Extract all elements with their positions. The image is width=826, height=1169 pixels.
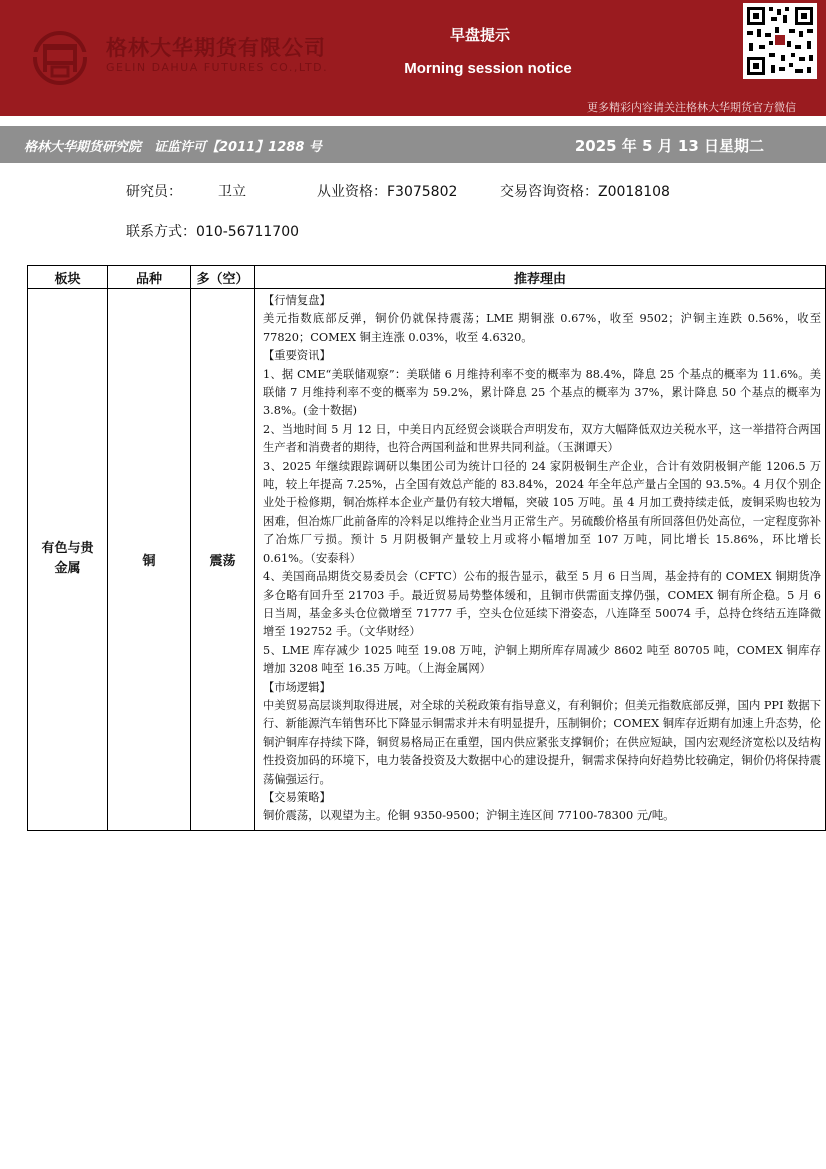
report-title-cn: 早盘提示 [449, 26, 510, 44]
table-row [28, 289, 826, 831]
section-paragraph: 1、据 CME“美联储观察”：美联储 6 月维持利率不变的概率为 88.4%，降息 25 个基点的概率为 11.6%。美联储 7 月维持利率不变的概率为 59.2%，累计降息 25 个基点的概率为 37%，累计降息 50 个基点的概率为 3.8%。(金十数据) [263, 367, 821, 418]
follow-wechat-note: 更多精彩内容请关注格林大华期货官方微信 [587, 101, 796, 114]
section-heading: 【重要资讯】 [263, 349, 331, 363]
researcher-label: 研究员： [126, 184, 182, 200]
cell-product: 铜 [108, 289, 191, 831]
cell-direction: 震荡 [191, 289, 255, 831]
qr-code-icon [743, 3, 817, 79]
cell-reason [255, 289, 826, 831]
section-paragraph: 美元指数底部反弹，铜价仍就保持震荡；LME 期铜涨 0.67%，收至 9502；沪铜主连跌 0.56%，收至 77820；COMEX 铜主连涨 0.03%，收至 4.6320。 [263, 312, 821, 344]
sector-text: 有色与贵金属 [41, 541, 94, 577]
company-name-en: GELIN DAHUA FUTURES CO.,LTD. [106, 61, 329, 74]
cell-sector [28, 289, 108, 831]
section-heading: 【交易策略】 [263, 790, 331, 804]
section-paragraph: 中美贸易高层谈判取得进展，对全球的关税政策有指导意义，有利铜价；但美元指数底部反弹，国内 PPI 数据下行、新能源汽车销售环比下降显示铜需求并未有明显提升，压制铜价；COMEX 铜库存近期有加速上升态势，伦铜沪铜库存持续下降，铜贸易格局正在重塑，国内供应紧张支撑铜价；在供应短缺，国内宏观经济宽松以及结构性投资加码的环境下，电力装备投资及大数据中心的建设提升，铜需求保持向好趋势比较确定，铜价仍将保持震荡偏强运行。 [263, 698, 821, 786]
researcher-consult-qualification: 交易咨询资格：Z0018108 [500, 184, 670, 200]
section-paragraph: 4、美国商品期货交易委员会（CFTC）公布的报告显示，截至 5 月 6 日当周，基金持有的 COMEX 铜期货净多仓略有回升至 21703 手。最近贸易局势整体缓和，且铜市供需面支撑仍强，COMEX 铜有所企稳。5 月 6 日当周，基金多头仓位微增至 71777 手，空头仓位延续下滑姿态，八连降至 50074 手，总持仓终结五连降微增至 192752 手。（文华财经） [263, 570, 821, 639]
report-title-en: Morning session notice [404, 60, 572, 77]
section-paragraph: 5、LME 库存减少 1025 吨至 19.08 万吨，沪铜上期所库存周减少 8602 吨至 80705 吨，COMEX 铜库存增加 3208 吨至 16.35 万吨。（上海金属网） [263, 643, 821, 676]
researcher-qualification: 从业资格：F3075802 [317, 184, 458, 200]
section-heading: 【市场逻辑】 [263, 680, 331, 694]
company-name-cn: 格林大华期货有限公司 [106, 36, 326, 60]
researcher-contact: 联系方式：010-56711700 [126, 224, 300, 240]
header-product: 品种 [108, 266, 191, 289]
table-header-row [28, 266, 826, 289]
institute-band [0, 126, 826, 163]
header-reason: 推荐理由 [255, 266, 826, 289]
header-sector: 板块 [28, 266, 108, 289]
section-paragraph: 2、当地时间 5 月 12 日，中美日内瓦经贸会谈联合声明发布，双方大幅降低双边关税水平，这一举措符合两国生产者和消费者的期待，也符合两国利益和世界共同利益。（玉渊谭天） [263, 422, 821, 455]
header-direction: 多（空） [191, 266, 255, 289]
section-paragraph: 铜价震荡，以观望为主。伦铜 9350-9500；沪铜主连区间 77100-78300 元/吨。 [263, 809, 675, 823]
institute-license: 格林大华期货研究院 证监许可【2011】1288 号 [24, 140, 322, 155]
recommendation-table [27, 265, 826, 831]
company-logo-icon [30, 30, 90, 86]
report-date: 2025 年 5 月 13 日星期二 [574, 137, 764, 155]
section-heading: 【行情复盘】 [263, 294, 331, 307]
section-paragraph: 3、2025 年继续跟踪调研以集团公司为统计口径的 24 家阴极铜生产企业，合计有效阴极铜产能 1206.5 万吨，较上年提高 7.25%，占全国有效总产能的 83.84%，2024 年全年总产量占全国的 93.5%。4 月仅个别企业处于检修期，铜冶炼样本企业产量仍有较大增幅，突破 105 万吨。虽 4 月加工费持续走低，废铜采购也较为困难，但冶炼厂此前备库的冷料足以维持企业当月正常生产。另硫酸价格虽有所回落但仍处高位，一定程度弥补了冶炼厂亏损。预计 5 月阴极铜产量较上月或将小幅增加至 107 万吨，同比增长 15.86%，环比增长 0.61%。（安泰科） [263, 459, 821, 565]
researcher-name: 卫立 [218, 184, 246, 200]
report-header [0, 0, 826, 116]
